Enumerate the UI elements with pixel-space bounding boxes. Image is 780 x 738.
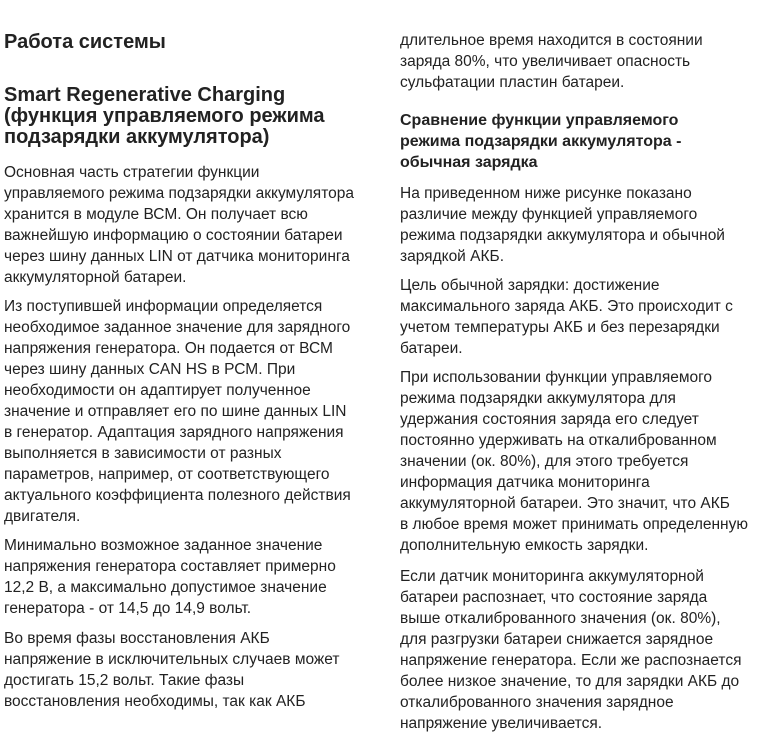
paragraph-figure-intro [400,183,725,267]
heading-line: обычная зарядка [400,154,538,171]
paragraph-sensor-regulation [400,566,741,734]
text-line: необходимое заданное значение для зарядного [4,319,351,336]
paragraph-continuation [400,30,703,93]
text-line: двигателя. [4,508,81,525]
paragraph-recovery-phase [4,628,340,712]
text-line: через шину данных LIN от датчика мониторинга [4,248,350,265]
text-line: параметров, например, от соответствующего [4,466,330,483]
heading-line: (функция управляемого режима [4,105,325,127]
heading-line: Сравнение функции управляемого [400,112,679,129]
text-line: значение и отправляет его по шине данных LIN [4,403,347,420]
text-line: При использовании функции управляемого [400,369,713,386]
text-line: Цель обычной зарядки: достижение [400,277,660,294]
text-line: через шину данных CAN HS в РСМ. При [4,361,296,378]
text-line: напряжение в исключительных случаев может [4,651,340,668]
text-line: генератора - от 14,5 до 14,9 вольт. [4,600,252,617]
paragraph-voltage-setpoint [4,296,351,527]
text-line: выше откалиброванного значения (ок. 80%), [400,610,721,627]
text-line: длительное время находится в состоянии [400,32,703,49]
text-line: учетом температуры АКБ и без перезарядки [400,319,720,336]
text-line: аккумуляторной батареи. Это значит, что АКБ [400,495,730,512]
text-line: для разгрузки батареи снижается зарядное [400,631,714,648]
text-line: удержания состояния заряда его следует [400,411,699,428]
text-line: режима подзарядки аккумулятора для [400,390,676,407]
text-line: более низкое значение, то для зарядки АКБ до [400,673,740,690]
text-line: выполняется в зависимости от разных [4,445,282,462]
text-line: дополнительную емкость зарядки. [400,537,649,554]
text-line: сульфатации пластин батареи. [400,74,625,91]
text-line: в любое время может принимать определенную [400,516,748,533]
text-line: зарядкой АКБ. [400,248,504,265]
text-line: достигать 15,2 вольт. Такие фазы [4,672,245,689]
text-line: откалиброванного значения зарядное [400,694,674,711]
document-heading [4,85,325,148]
text-line: необходимости он адаптирует полученное [4,382,311,399]
heading-line: Smart Regenerative Charging [4,84,286,106]
text-line: актуального коэффициента полезного действия [4,487,351,504]
text-line: напряжения генератора составляет примерно [4,558,336,575]
text-line: восстановления необходимы, так как АКБ [4,693,306,710]
text-line: максимального заряда АКБ. Это происходит с [400,298,733,315]
paragraph-bcm-strategy [4,162,354,288]
text-line: важнейшую информацию о состоянии батареи [4,227,343,244]
text-line: Во время фазы восстановления АКБ [4,630,270,647]
text-line: управляемого режима подзарядки аккумулятора [4,185,354,202]
text-line: 12,2 В, а максимально допустимое значение [4,579,327,596]
text-line: напряжение генератора. Если же распознается [400,652,742,669]
heading-line: подзарядки аккумулятора) [4,126,270,148]
text-line: батареи. [400,340,463,357]
comparison-heading [400,110,681,173]
paragraph-managed-charging [400,367,748,556]
text-line: Если датчик мониторинга аккумуляторной [400,568,704,585]
section-title: Работа системы [4,31,166,53]
text-line: Из поступившей информации определяется [4,298,323,315]
text-line: хранится в модуле ВСМ. Он получает всю [4,206,308,223]
text-line: значении (ок. 80%), для этого требуется [400,453,689,470]
text-line: напряжения генератора. Он подается от ВСМ [4,340,333,357]
text-line: различие между функцией управляемого [400,206,698,223]
text-line: На приведенном ниже рисунке показано [400,185,692,202]
text-line: Основная часть стратегии функции [4,164,260,181]
text-line: батареи распознает, что состояние заряда [400,589,708,606]
text-line: информация датчика мониторинга [400,474,650,491]
text-line: постоянно удерживать на откалиброванном [400,432,717,449]
text-line: Минимально возможное заданное значение [4,537,323,554]
text-line: аккумуляторной батареи. [4,269,187,286]
text-line: напряжение увеличивается. [400,715,603,732]
text-line: режима подзарядки аккумулятора и обычной [400,227,725,244]
paragraph-normal-charging [400,275,733,359]
text-line: заряда 80%, что увеличивает опасность [400,53,691,70]
heading-line: режима подзарядки аккумулятора - [400,133,682,150]
paragraph-voltage-limits [4,535,336,619]
text-line: в генератор. Адаптация зарядного напряжения [4,424,344,441]
